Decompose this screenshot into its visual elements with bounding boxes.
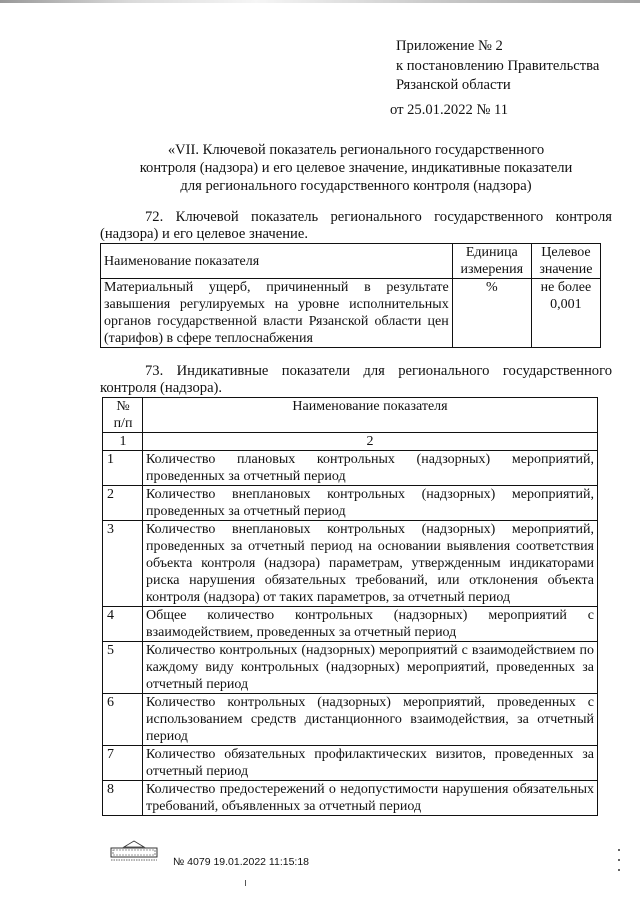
- scan-marks: [617, 848, 621, 872]
- registration-number: № 4079 19.01.2022 11:15:18: [173, 856, 310, 868]
- table-row: [103, 642, 598, 694]
- row-number: 2: [103, 486, 143, 521]
- key-indicator-table: [100, 243, 601, 348]
- paragraph-72: [100, 209, 612, 243]
- row-text: Количество плановых контрольных (надзорных) мероприятий, проведенных за отчетный период: [143, 451, 598, 486]
- row-text: Количество контрольных (надзорных) мероприятий с взаимодействием по каждому виду контрольных (надзорных) мероприятий, проведенных за отчетный период: [143, 642, 598, 694]
- key-table-row-target-1: не более: [540, 280, 592, 295]
- row-text: Количество контрольных (надзорных) мероприятий, проведенных с использованием средств дистанционного взаимодействия, за отчетный период: [143, 694, 598, 746]
- scan-tick: [245, 880, 246, 886]
- row-number: 1: [103, 451, 143, 486]
- paragraph-73: [100, 363, 612, 397]
- row-text: Количество обязательных профилактических визитов, проведенных за отчетный период: [143, 746, 598, 781]
- key-table-header-row: [101, 244, 601, 279]
- indicators-header-name: Наименование показателя: [143, 398, 598, 433]
- registry-stamp-icon: [110, 840, 158, 862]
- row-text: Количество предостережений о недопустимости нарушения обязательных требований, объявленных за отчетный период: [143, 781, 598, 816]
- key-table-header-unit-1: Единица: [465, 245, 518, 260]
- row-text: Общее количество контрольных (надзорных) мероприятий с взаимодействием, проведенных за отчетный период: [143, 607, 598, 642]
- indicators-header-row: [103, 398, 598, 433]
- indicators-index-1: 1: [103, 433, 143, 451]
- row-text: Количество внеплановых контрольных (надзорных) мероприятий, проведенных за отчетный период: [143, 486, 598, 521]
- appendix-date: от 25.01.2022 № 11: [390, 101, 509, 118]
- key-table-header-target-2: значение: [539, 262, 593, 277]
- key-table-header-unit-2: измерения: [460, 262, 524, 277]
- key-table-header-target-1: Целевое: [541, 245, 591, 260]
- indicators-header-number-2: п/п: [113, 416, 133, 431]
- row-number: 7: [103, 746, 143, 781]
- section-title-line-3: для регионального государственного контроля (надзора): [180, 178, 532, 194]
- paragraph-72-line-2: (надзора) и его целевое значение.: [100, 226, 308, 242]
- key-table-row-name: Материальный ущерб, причиненный в результате завышения регулируемых на уровне исполнительных органов государственной власти Рязанской области цен (тарифов) в сфере теплоснабжения: [101, 279, 453, 348]
- row-number: 6: [103, 694, 143, 746]
- appendix-header: [390, 37, 600, 120]
- paragraph-73-line-2: контроля (надзора).: [100, 380, 223, 396]
- table-row: [103, 486, 598, 521]
- section-title-line-1: «VII. Ключевой показатель регионального государственного: [167, 142, 545, 158]
- scan-edge: [0, 0, 640, 3]
- key-table-row-target-2: 0,001: [550, 297, 582, 312]
- indicators-header-number-1: №: [116, 399, 130, 414]
- indicators-table: [102, 397, 598, 816]
- indicators-index-row: [103, 433, 598, 451]
- section-title-line-2: контроля (надзора) и его целевое значение, индикативные показатели: [139, 160, 573, 176]
- table-row: [103, 746, 598, 781]
- row-text: Количество внеплановых контрольных (надзорных) мероприятий, проведенных за отчетный период на основании выявления соответствия объекта контроля (надзора) параметрам, утвержденным индикаторами риска нарушения обязательных требований, или отклонения объекта контроля (надзора) от таких параметров, за отчетный период: [143, 521, 598, 607]
- table-row: [103, 607, 598, 642]
- indicators-header-number: [103, 398, 143, 433]
- key-table-header-unit: [452, 244, 531, 279]
- section-title: [100, 141, 612, 195]
- paragraph-72-line-1: 72. Ключевой показатель регионального государственного контроля: [145, 209, 612, 225]
- row-number: 3: [103, 521, 143, 607]
- paragraph-73-line-1: 73. Индикативные показатели для регионального государственного: [145, 363, 612, 379]
- appendix-line-2: к постановлению Правительства: [396, 57, 600, 74]
- appendix-line-1: Приложение № 2: [396, 38, 503, 54]
- table-row: [103, 781, 598, 816]
- key-table-row-target: [531, 279, 600, 348]
- appendix-line-3: Рязанской области: [396, 77, 511, 93]
- row-number: 4: [103, 607, 143, 642]
- row-number: 8: [103, 781, 143, 816]
- key-table-row-unit: %: [452, 279, 531, 348]
- indicators-index-2: 2: [143, 433, 598, 451]
- key-table-header-target: [531, 244, 600, 279]
- table-row: [103, 521, 598, 607]
- key-table-row: [101, 279, 601, 348]
- table-row: [103, 694, 598, 746]
- key-table-header-name: Наименование показателя: [101, 244, 453, 279]
- table-row: [103, 451, 598, 486]
- row-number: 5: [103, 642, 143, 694]
